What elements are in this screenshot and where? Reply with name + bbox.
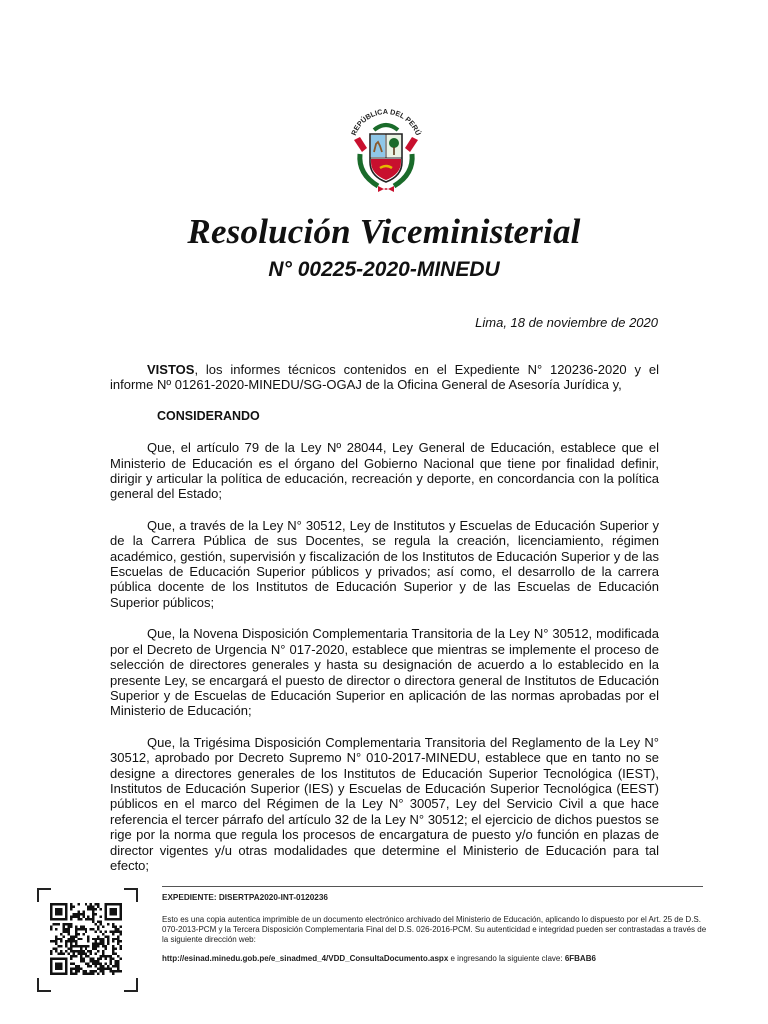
- qr-corner-mark: [37, 888, 51, 902]
- verification-footer: [162, 893, 708, 964]
- qr-corner-mark: [124, 978, 138, 992]
- considerando-heading: CONSIDERANDO: [157, 408, 260, 423]
- verification-key-text: e ingresando la siguiente clave:: [448, 954, 565, 963]
- verification-url[interactable]: http://esinad.minedu.gob.pe/e_sinadmed_4/VDD_ConsultaDocumento.aspx: [162, 954, 449, 963]
- considerando-paragraph: Que, la Novena Disposición Complementaria Transitoria de la Ley N° 30512, modificada por el Decreto de Urgencia N° 017-2020, establece que mientras se implemente el proceso de selección de directores generales y hasta su designación de acuerdo a lo establecido en la presente Ley, se encargará el puesto de director o directora general de Institutos de Educación Superior y de Escuelas de Educación Superior en aplicación de las normas aprobadas por el Ministerio de Educación;: [110, 626, 659, 719]
- vistos-paragraph: [110, 362, 659, 393]
- qr-corner-mark: [37, 978, 51, 992]
- resolution-date: Lima, 18 de noviembre de 2020: [475, 315, 658, 330]
- resolution-title: Resolución Viceministerial: [187, 212, 581, 251]
- peru-coat-of-arms-icon: [340, 102, 432, 194]
- footer-divider: [162, 886, 703, 887]
- considerando-paragraph: Que, la Trigésima Disposición Complementaria Transitoria del Reglamento de la Ley N° 30512, aprobado por Decreto Supremo N° 010-2017-MINEDU, establece que en tanto no se designe a directores generales de los Institutos de Educación Superior Tecnológica (IEST), Institutos de Educación Superior (IES) y Escuelas de Educación Superior Tecnológica (EEST) públicos en el marco del Régimen de la Ley N° 30057, Ley del Servicio Civil a que hace referencia el tercer párrafo del artículo 32 de la Ley N° 30512; el ejercicio de dichos puestos se rige por la norma que regula los procesos de encargatura de puesto y/o función en plazas de director vigentes y/u otras modalidades que determine el Ministerio de Educación para tal efecto;: [110, 734, 659, 873]
- resolution-number: N° 00225-2020-MINEDU: [268, 258, 500, 281]
- expediente-label: EXPEDIENTE: DISERTPA2020-INT-0120236: [162, 893, 328, 902]
- considerando-paragraph: Que, a través de la Ley N° 30512, Ley de Institutos y Escuelas de Educación Superior y de la Carrera Pública de sus Docentes, se regula la creación, licenciamiento, régimen académico, gestión, supervisión y fiscalización de los Institutos de Educación Superior y de las Escuelas de Educación Superior públicos y privados; así como, el desarrollo de la carrera pública docente de los Institutos de Educación Superior y de las Escuelas de Educación Superior públicos;: [110, 517, 659, 610]
- qr-code-icon: [50, 903, 122, 975]
- verification-key: 6FBAB6: [564, 954, 596, 963]
- authenticity-note: Esto es una copia autentica imprimible de un documento electrónico archivado del Ministerio de Educación, aplicando lo dispuesto por el Art. 25 de D.S. 070-2013-PCM y la Tercera Disposición Complementaria Final del D.S. 026-2016-PCM. Su autenticidad e integridad pueden ser contrastadas a través de la siguiente dirección web:: [162, 915, 707, 944]
- seal-arc-text: REPÚBLICA DEL PERÚ: [349, 106, 423, 137]
- vistos-text: , los informes técnicos contenidos en el Expediente N° 120236-2020 y el informe Nº 01261-2020-MINEDU/SG-OGAJ de la Oficina General de Asesoría Jurídica y,: [110, 362, 659, 393]
- verification-line: [162, 954, 708, 964]
- document-body: [110, 362, 659, 889]
- vistos-label: VISTOS: [147, 362, 195, 377]
- considerando-paragraph: Que, el artículo 79 de la Ley Nº 28044, Ley General de Educación, establece que el Ministerio de Educación es el órgano del Gobierno Nacional que tiene por finalidad definir, dirigir y articular la política de educación, recreación y deporte, en concordancia con la política general del Estado;: [110, 440, 659, 502]
- qr-corner-mark: [124, 888, 138, 902]
